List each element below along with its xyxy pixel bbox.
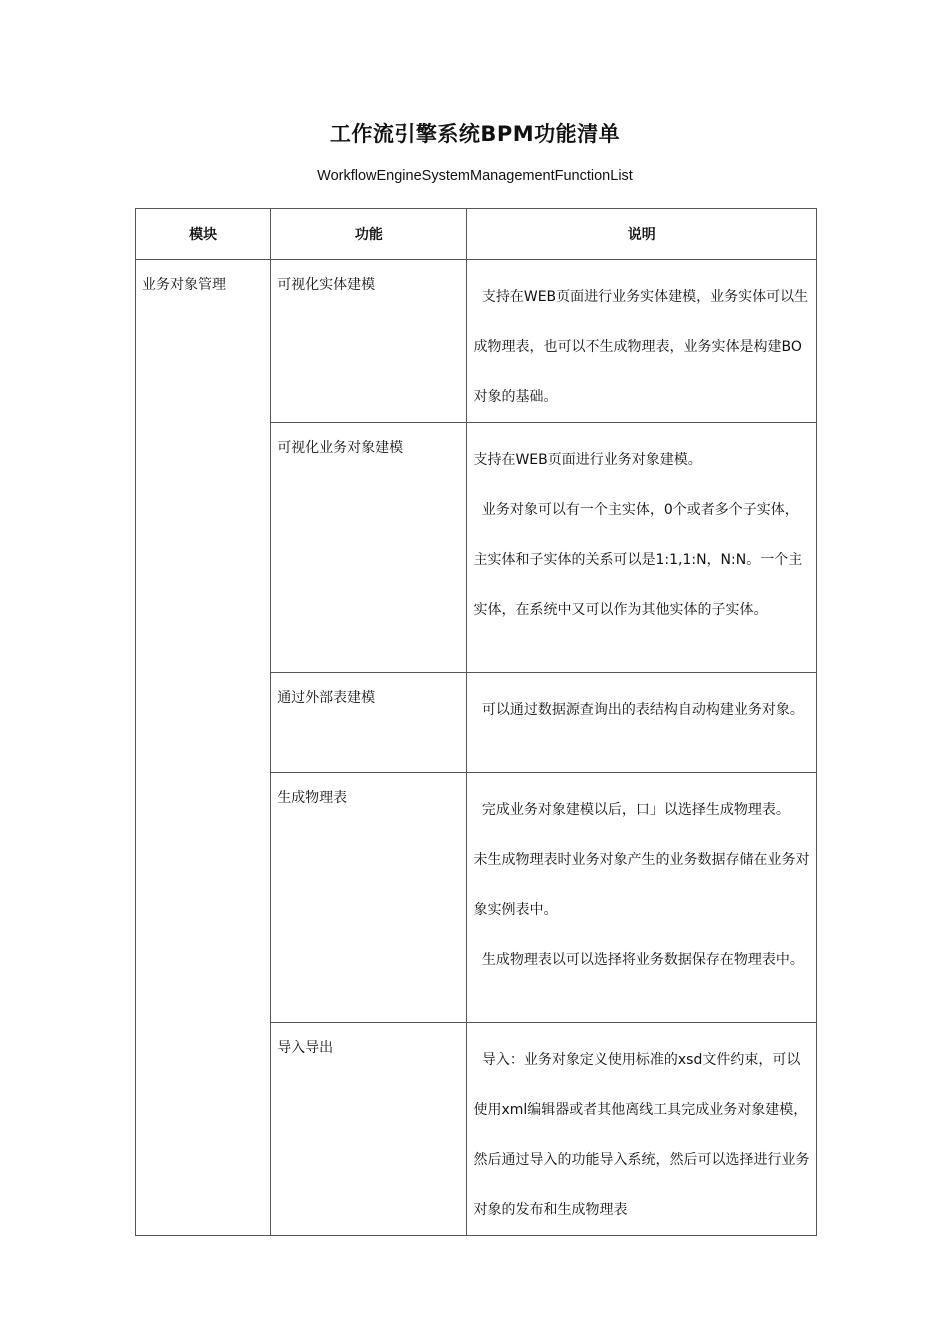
function-name: 可视化实体建模 — [277, 277, 376, 293]
function-name: 通过外部表建模 — [277, 690, 376, 706]
header-function: 功能 — [271, 209, 467, 260]
function-cell — [271, 260, 467, 423]
function-name: 可视化业务对象建模 — [277, 440, 404, 456]
description-text: 支持在WEB页面进行业务对象建模。 — [473, 452, 702, 468]
description-text: 生成物理表以可以选择将业务数据保存在物理表中。 — [481, 952, 804, 968]
table-header-row — [136, 209, 817, 260]
function-cell — [271, 423, 467, 673]
function-cell — [271, 773, 467, 1023]
table-row — [136, 260, 817, 423]
header-description: 说明 — [467, 209, 817, 260]
document-subtitle: WorkflowEngineSystemManagementFunctionList — [317, 168, 633, 184]
description-cell — [467, 260, 817, 423]
document-title: 工作流引擎系统BPM功能清单 — [329, 122, 621, 146]
description-cell — [467, 423, 817, 673]
description-cell — [467, 673, 817, 773]
description-text: 业务对象可以有一个主实体，0个或者多个子实体， — [481, 502, 799, 518]
module-name: 业务对象管理 — [142, 277, 226, 293]
function-cell — [271, 1023, 467, 1236]
function-name: 生成物理表 — [277, 790, 348, 806]
function-name: 导入导出 — [277, 1040, 334, 1056]
description-text: 未生成物理表时业务对象产生的业务数据存储在业务对象实例表中。 — [473, 852, 810, 918]
description-text: 导入：业务对象定义使用标准的xsd文件约束，可以使用xml编辑器或者其他离线工具完成业务对象建模，然后通过导入的功能导入系统，然后可以选择进行业务对象的发布和生成物理表 — [473, 1052, 810, 1218]
description-text: 可以通过数据源查询出的表结构自动构建业务对象。 — [481, 702, 804, 718]
function-cell — [271, 673, 467, 773]
module-cell — [136, 260, 271, 1236]
header-module: 模块 — [136, 209, 271, 260]
description-cell — [467, 1023, 817, 1236]
description-text: 主实体和子实体的关系可以是1:1,1:N，N:N。一个主实体，在系统中又可以作为其他实体的子实体。 — [473, 552, 803, 618]
function-list-table — [135, 208, 817, 1236]
description-cell — [467, 773, 817, 1023]
description-text: 支持在WEB页面进行业务实体建模，业务实体可以生成物理表，也可以不生成物理表，业务实体是构建BO对象的基础。 — [473, 289, 809, 405]
description-text: 完成业务对象建模以后，口」以选择生成物理表。 — [481, 802, 790, 818]
